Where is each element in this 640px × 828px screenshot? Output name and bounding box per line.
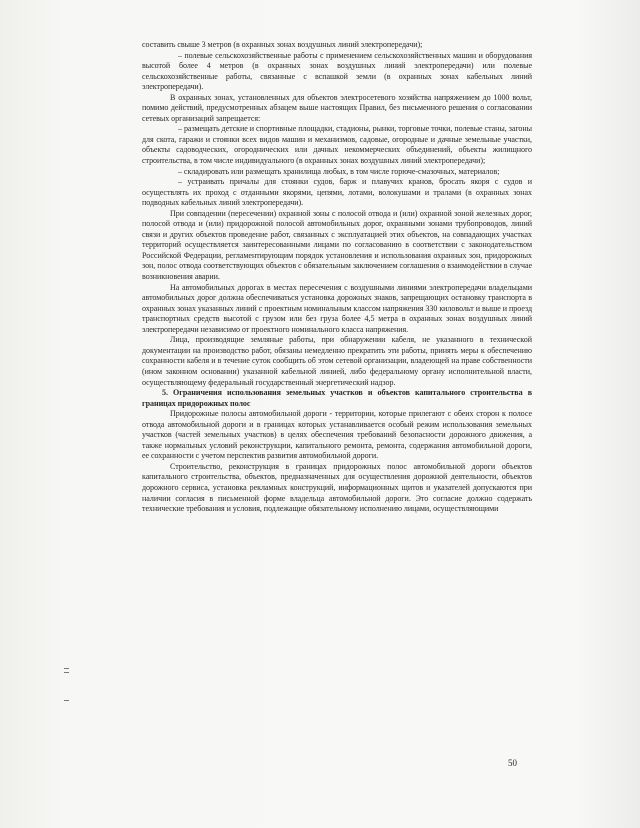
document-body [142, 40, 532, 515]
paragraph: – полевые сельскохозяйственные работы с применением сельскохозяйственных машин и оборудования высотой более 4 метров (в охранных зонах воздушных линий электропередачи) или полевые сельскохозяйственные работы, связанные с вспашкой земли (в охранных зонах кабельных линий электропередачи). [142, 50, 532, 92]
paragraph: Строительство, реконструкция в границах придорожных полос автомобильной дороги объектов капитального строительства, объектов, предназначенных для осуществления дорожной деятельности, объектов дорожного сервиса, установка рекламных конструкций, информационных щитов и указателей допускаются при наличии согласия в письменной форме владельца автомобильной дороги. Это согласие должно содержать технические требования и условия, подлежащие обязательному исполнению лицами, осуществляющими [142, 461, 532, 514]
paragraph: На автомобильных дорогах в местах пересечения с воздушными линиями электропередачи владельцами автомобильных дорог должна обеспечиваться установка дорожных знаков, запрещающих остановку транспорта в охранных зонах указанных линий с проектным номинальным классом напряжения 330 киловольт и выше и проезд транспортных средств высотой с грузом или без груза более 4,5 метра в охранных зонах воздушных линий электропередачи независимо от проектного номинального класса напряжения. [142, 282, 532, 334]
paragraph: В охранных зонах, установленных для объектов электросетевого хозяйства напряжением до 1000 вольт, помимо действий, предусмотренных абзацем выше настоящих Правил, без письменного решения о согласовании сетевых организаций запрещается: [142, 92, 532, 123]
paragraph: составить свыше 3 метров (в охранных зонах воздушных линий электропередачи); [142, 40, 423, 49]
paragraph: – устраивать причалы для стоянки судов, барж и плавучих кранов, бросать якоря с судов и осуществлять их проход с отданными якорями, цепями, лотами, волокушами и тралами (в охранных зонах подводных кабельных линий электропередачи). [142, 177, 532, 208]
paragraph: Лица, производящие земляные работы, при обнаружении кабеля, не указанного в технической документации на производство работ, обязаны немедленно прекратить эти работы, принять меры к обеспечению сохранности кабеля и в течение суток сообщить об этом сетевой организации, владеющей на праве собственности (ином законном основании) указанной кабельной линией, либо федеральному органу исполнительной власти, осуществляющему федеральный государственный энергетический надзор. [142, 335, 532, 387]
paragraph: При совпадении (пересечении) охранной зоны с полосой отвода и (или) охранной зоной железных дорог, полосой отвода и (или) придорожной полосой автомобильных дорог, охранными зонами трубопроводов, линий связи и других объектов проведение работ, связанных с эксплуатацией этих объектов, на совпадающих участках территорий осуществляется заинтересованными лицами по согласованию в соответствии с законодательством Российской Федерации, регламентирующим порядок установления и использования охранных зон, придорожных зон, полос отвода соответствующих объектов с обязательным заключением соглашения о взаимодействии в случае возникновения аварии. [142, 208, 532, 282]
paragraph: – складировать или размещать хранилища любых, в том числе горюче-смазочных, материалов; [178, 166, 500, 176]
scan-mark [64, 700, 69, 701]
page-number: 50 [508, 758, 517, 768]
section-heading: 5. Ограничения использования земельных участков и объектов капитального строительства в границах придорожных полос [142, 388, 532, 408]
scan-mark [64, 672, 69, 673]
scan-mark [64, 668, 69, 669]
paragraph: Придорожные полосы автомобильной дороги - территории, которые прилегают с обеих сторон к полосе отвода автомобильной дороги и в границах которых устанавливается особый режим использования земельных участков (частей земельных участков) в целях обеспечения требований безопасности дорожного движения, а также нормальных условий реконструкции, капитального ремонта, ремонта, содержания автомобильной дороги, ее сохранности с учетом перспектив развития автомобильной дороги. [142, 409, 532, 461]
paragraph: – размещать детские и спортивные площадки, стадионы, рынки, торговые точки, полевые станы, загоны для скота, гаражи и стоянки всех видов машин и механизмов, садовые, огородные и дачные земельные участки, объекты садоводческих, огороднических или дачных некоммерческих объединений, объекты жилищного строительства, в том числе индивидуального (в охранных зонах воздушных линий электропередачи); [142, 124, 532, 166]
